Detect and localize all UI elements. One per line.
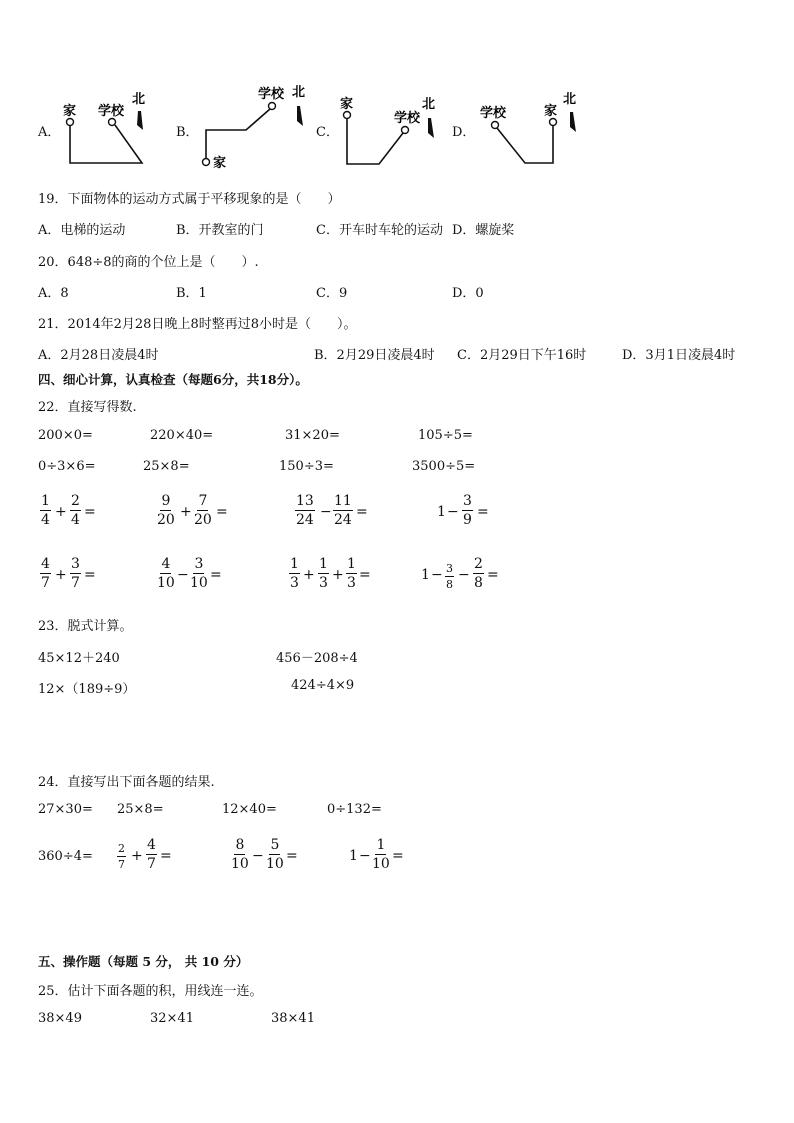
minus-sign: − (252, 848, 264, 864)
q18-option-c-map (332, 88, 447, 173)
q25-item[interactable]: 38×41 (271, 1011, 315, 1026)
q20-option-a[interactable]: A．8 (38, 286, 69, 301)
q18-option-b-map (195, 82, 310, 172)
q18-option-a-label[interactable]: A． (38, 125, 61, 140)
q22-item: 25×8= (143, 459, 190, 474)
q20-option-c[interactable]: C．9 (316, 286, 348, 301)
q18-option-c-label[interactable]: C． (316, 125, 339, 140)
fraction: $\frac{3}{8}$ (446, 562, 453, 591)
fraction: $\frac{11}{24}$ (334, 493, 352, 528)
north-label: 北 (563, 92, 577, 107)
fraction: $\frac{9}{20}$ (157, 493, 175, 528)
school-label: 学校 (258, 87, 285, 102)
minus-sign: − (447, 504, 459, 520)
equals-sign: = (477, 504, 489, 520)
q25-stem: 25．估计下面各题的积，用线连一连。 (38, 984, 263, 999)
q21-option-b[interactable]: B．2月29日凌晨4时 (314, 348, 435, 363)
fraction: $\frac{1}{10}$ (372, 837, 390, 872)
q22-item: 31×20= (285, 428, 340, 443)
equals-sign: = (216, 504, 228, 520)
q21-option-a[interactable]: A．2月28日凌晨4时 (38, 348, 159, 363)
fraction: $\frac{1}{3}$ (347, 556, 356, 591)
school-label: 学校 (394, 111, 421, 126)
north-arrow-icon (570, 112, 576, 132)
q18-option-a-map (55, 85, 165, 170)
q19-stem: 19．下面物体的运动方式属于平移现象的是（ ） (38, 192, 341, 207)
q18-option-d-label[interactable]: D． (452, 125, 476, 140)
fraction: $\frac{13}{24}$ (296, 493, 314, 528)
equals-sign: = (84, 504, 96, 520)
section-4-heading: 四、细心计算，认真检查（每题6分，共18分）。 (38, 372, 308, 387)
plus-sign: + (303, 567, 315, 583)
fraction: $\frac{3}{10}$ (190, 556, 208, 591)
equals-sign: = (84, 567, 96, 583)
q20-option-d[interactable]: D．0 (452, 286, 484, 301)
whole-number: 1 (349, 848, 358, 864)
q21-option-d[interactable]: D．3月1日凌晨4时 (622, 348, 736, 363)
q22-item: 150÷3= (279, 459, 334, 474)
q22-stem: 22．直接写得数. (38, 400, 137, 415)
q22-item: 105÷5= (418, 428, 473, 443)
minus-sign: − (359, 848, 371, 864)
north-label: 北 (292, 85, 306, 100)
fraction: $\frac{3}{9}$ (463, 493, 472, 528)
fraction: $\frac{4}{7}$ (147, 837, 156, 872)
fraction: $\frac{1}{3}$ (290, 556, 299, 591)
home-label: 家 (544, 104, 558, 119)
fraction: $\frac{1}{4}$ (41, 493, 50, 528)
plus-sign: + (180, 504, 192, 520)
q22-item: 3500÷5= (412, 459, 476, 474)
north-arrow-icon (137, 111, 143, 130)
fraction: $\frac{1}{3}$ (319, 556, 328, 591)
q19-option-a[interactable]: A．电梯的运动 (38, 223, 126, 238)
q23-stem: 23．脱式计算。 (38, 619, 133, 634)
fraction: $\frac{7}{20}$ (194, 493, 212, 528)
minus-sign: − (458, 567, 470, 583)
q20-option-b[interactable]: B．1 (176, 286, 207, 301)
minus-sign: − (320, 504, 332, 520)
q24-stem: 24．直接写出下面各题的结果. (38, 775, 215, 790)
q24-item: 12×40= (222, 802, 277, 817)
q22-item: 0÷3×6= (38, 459, 96, 474)
q23-item: 424÷4×9 (291, 678, 355, 693)
equals-sign: = (356, 504, 368, 520)
north-label: 北 (132, 92, 146, 107)
fraction: $\frac{8}{10}$ (231, 837, 249, 872)
north-label: 北 (422, 97, 436, 112)
equals-sign: = (160, 848, 172, 864)
q23-item: 12×（189÷9） (38, 682, 136, 697)
q24-item: 0÷132= (327, 802, 382, 817)
q19-option-d[interactable]: D．螺旋桨 (452, 223, 515, 238)
q24-item: 27×30= (38, 802, 93, 817)
section-5-heading: 五、操作题（每题 5 分， 共 10 分） (38, 954, 249, 969)
school-label: 学校 (98, 104, 125, 119)
home-label: 家 (213, 156, 227, 171)
q25-item[interactable]: 32×41 (150, 1011, 194, 1026)
plus-sign: + (332, 567, 344, 583)
q23-item: 45×12＋240 (38, 651, 120, 666)
q23-item: 456－208÷4 (276, 651, 358, 666)
q18-option-d-map (470, 85, 585, 170)
minus-sign: − (177, 567, 189, 583)
q22-item: 220×40= (150, 428, 214, 443)
equals-sign: = (286, 848, 298, 864)
fraction: $\frac{3}{7}$ (71, 556, 80, 591)
equals-sign: = (359, 567, 371, 583)
fraction: $\frac{2}{8}$ (474, 556, 483, 591)
school-label: 学校 (480, 106, 507, 121)
whole-number: 1 (437, 504, 446, 520)
whole-number: 1 (421, 567, 430, 583)
q21-option-c[interactable]: C．2月29日下午16时 (457, 348, 587, 363)
q22-item: 200×0= (38, 428, 93, 443)
q20-stem: 20．648÷8的商的个位上是（ ）. (38, 255, 259, 270)
q19-option-b[interactable]: B．开教室的门 (176, 223, 264, 238)
home-label: 家 (63, 104, 77, 119)
minus-sign: − (431, 567, 443, 583)
north-arrow-icon (297, 106, 303, 126)
fraction: $\frac{5}{10}$ (266, 837, 284, 872)
plus-sign: + (131, 848, 143, 864)
equals-sign: = (210, 567, 222, 583)
equals-sign: = (392, 848, 404, 864)
fraction: $\frac{4}{7}$ (41, 556, 50, 591)
plus-sign: + (55, 567, 67, 583)
equals-sign: = (487, 567, 499, 583)
q24-item: 25×8= (117, 802, 164, 817)
q19-option-c[interactable]: C．开车时车轮的运动 (316, 223, 443, 238)
home-label: 家 (340, 97, 354, 112)
q25-item[interactable]: 38×49 (38, 1011, 82, 1026)
plus-sign: + (55, 504, 67, 520)
q21-stem: 21．2014年2月28日晚上8时整再过8小时是（ ）。 (38, 317, 357, 332)
fraction: $\frac{2}{7}$ (118, 842, 125, 871)
north-arrow-icon (428, 118, 434, 138)
fraction: $\frac{2}{4}$ (71, 493, 80, 528)
fraction: $\frac{4}{10}$ (157, 556, 175, 591)
q24-item: 360÷4= (38, 849, 93, 864)
q18-option-b-label[interactable]: B． (176, 125, 199, 140)
